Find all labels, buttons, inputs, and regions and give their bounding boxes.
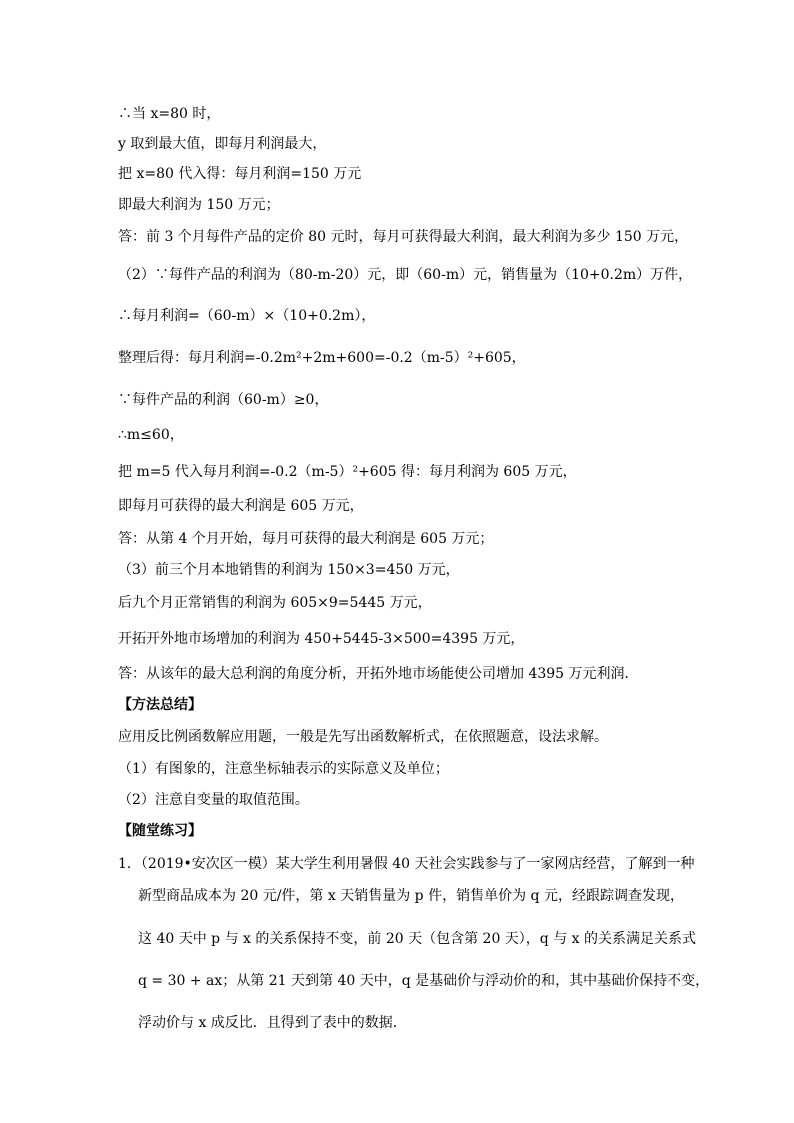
practice-heading: 【随堂练习】: [118, 823, 202, 839]
solution-line: （2）∵每件产品的利润为（80-m-20）元，即（60-m）元，销售量为（10+0.2m）万件，: [118, 267, 693, 283]
answer-line: 答：从该年的最大总利润的角度分析，开拓外地市场能使公司增加 4395 万元利润．: [118, 666, 639, 682]
solution-line: 把 m=5 代入每月利润=-0.2（m-5）²+605 得：每月利润为 605 万元，: [118, 464, 577, 480]
method-line: （2）注意自变量的取值范围。: [118, 792, 309, 808]
answer-line: 答：前 3 个月每件产品的定价 80 元时，每月可获得最大利润，最大利润为多少 150 万元，: [118, 229, 689, 245]
solution-line: ∴m≤60，: [118, 427, 184, 443]
solution-line: 整理后得：每月利润=-0.2m²+2m+600=-0.2（m-5）²+605，: [118, 350, 526, 366]
solution-line: 开拓开外地市场增加的利润为 450+5445-3×500=4395 万元，: [118, 631, 525, 647]
solution-line: 把 x=80 代入得：每月利润=150 万元: [118, 166, 362, 182]
solution-line: ∴每月利润=（60-m）×（10+0.2m），: [118, 308, 376, 324]
practice-question-line: 这 40 天中 p 与 x 的关系保持不变，前 20 天（包含第 20 天），q 与 x 的关系满足关系式: [138, 931, 697, 947]
method-summary-heading: 【方法总结】: [118, 697, 202, 713]
answer-line: 答：从第 4 个月开始，每月可获得的最大利润是 605 万元；: [118, 531, 494, 547]
solution-line: ∴当 x=80 时，: [118, 106, 221, 122]
practice-question-line: 浮动价与 x 成反比．且得到了表中的数据．: [138, 1015, 407, 1031]
method-line: （1）有图象的，注意坐标轴表示的实际意义及单位；: [118, 761, 449, 777]
method-line: 应用反比例函数解应用题，一般是先写出函数解析式，在依照题意，设法求解。: [118, 729, 608, 745]
solution-line: 即最大利润为 150 万元；: [118, 197, 280, 213]
practice-question-line: 新型商品成本为 20 元/件，第 x 天销售量为 p 件，销售单价为 q 元，经跟踪调查发现，: [138, 888, 684, 904]
practice-question-line: q = 30 + ax；从第 21 天到第 40 天中，q 是基础价与浮动价的和，其中基础价保持不变，: [138, 973, 710, 989]
solution-line: （3）前三个月本地销售的利润为 150×3=450 万元，: [118, 562, 460, 578]
solution-line: 后九个月正常销售的利润为 605×9=5445 万元，: [118, 595, 432, 611]
solution-line: y 取到最大值，即每月利润最大，: [118, 136, 327, 152]
solution-line: ∵每件产品的利润（60-m）≥0，: [118, 392, 329, 408]
solution-line: 即每月可获得的最大利润是 605 万元，: [118, 498, 364, 514]
practice-question-line: 1．（2019•安次区一模）某大学生利用暑假 40 天社会实践参与了一家网店经营，了解到一种: [118, 856, 695, 872]
